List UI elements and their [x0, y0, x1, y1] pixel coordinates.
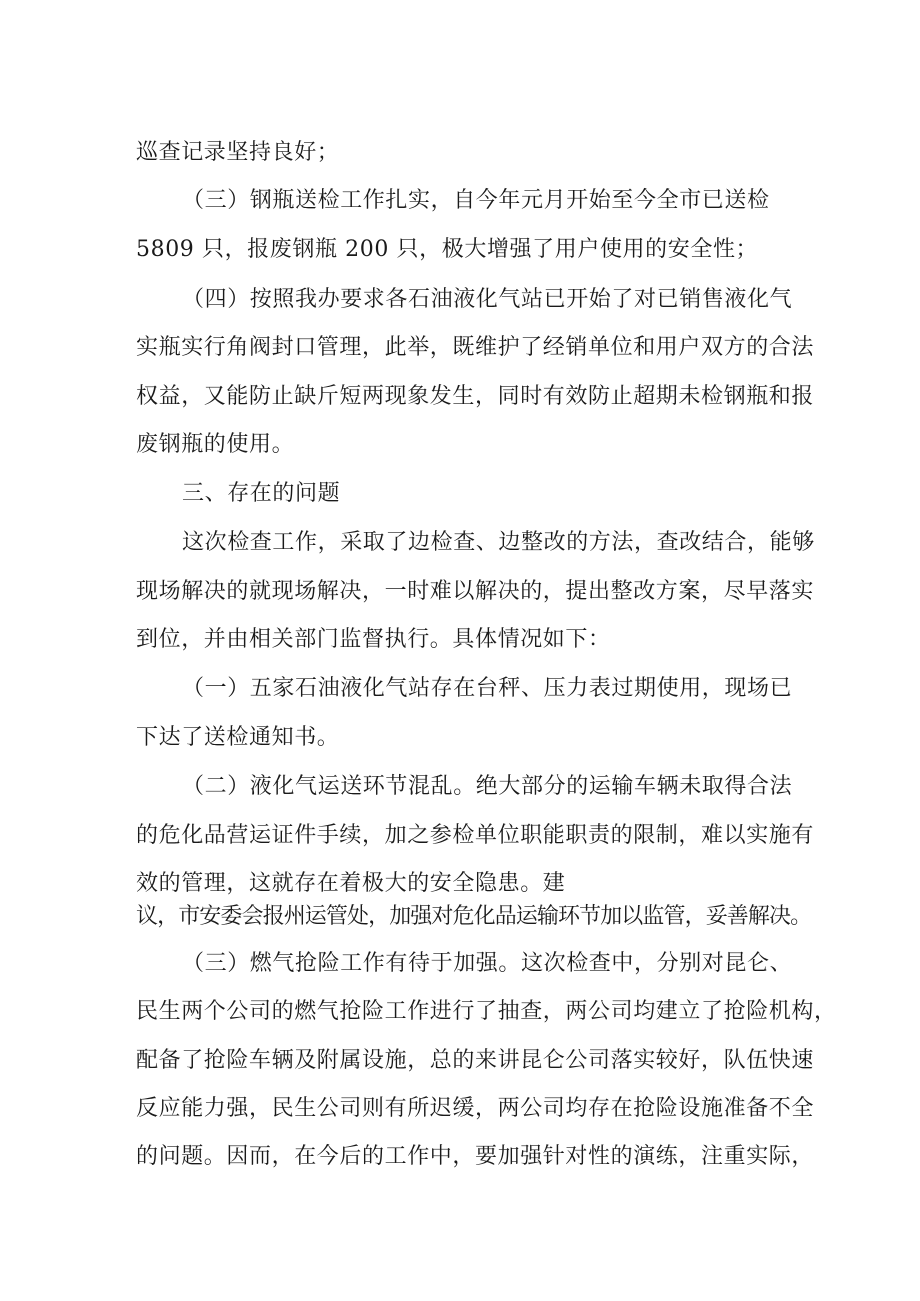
text-line: （三）燃气抢险工作有待于加强。这次检查中，分别对昆仑、	[182, 951, 793, 976]
text-line: （一）五家石油液化气站存在台秤、压力表过期使用，现场已	[182, 676, 793, 701]
text-line: 的危化品营运证件手续，加之参检单位职能职责的限制，难以实施有	[136, 823, 815, 848]
text-line: 这次检查工作，采取了边检查、边整改的方法，查改结合，能够	[182, 530, 815, 555]
text-line: （四）按照我办要求各石油液化气站已开始了对已销售液化气	[182, 287, 793, 312]
text-line: 现场解决的就现场解决，一时难以解决的，提出整改方案，尽早落实	[136, 579, 815, 604]
text-line: 议，市安委会报州运管处，加强对危化品运输环节加以监管，妥善解决。	[136, 904, 812, 929]
text-line: 反应能力强，民生公司则有所迟缓，两公司均存在抢险设施准备不全	[136, 1096, 815, 1121]
text-line: 巡查记录坚持良好；	[136, 140, 340, 165]
text-line: 下达了送检通知书。	[136, 725, 340, 750]
text-line: 废钢瓶的使用。	[136, 432, 295, 457]
text-line: 到位，并由相关部门监督执行。具体情况如下：	[136, 627, 611, 652]
text-line: 的问题。因而，在今后的工作中，要加强针对性的演练，注重实际，	[136, 1144, 815, 1169]
text-line: 5809 只，报废钢瓶 200 只，极大增强了用户使用的安全性；	[136, 237, 759, 262]
text-line: 效的管理，这就存在着极大的安全隐患。建	[136, 871, 566, 896]
text-line: 配备了抢险车辆及附属设施，总的来讲昆仑公司落实较好，队伍快速	[136, 1048, 815, 1073]
section-heading: 三、存在的问题	[182, 481, 341, 506]
text-line: 民生两个公司的燃气抢险工作进行了抽查，两公司均建立了抢险机构，	[136, 999, 837, 1024]
text-line: （三）钢瓶送检工作扎实，自今年元月开始至今全市已送检	[182, 188, 770, 213]
text-line: 实瓶实行角阀封口管理，此举，既维护了经销单位和用户双方的合法	[136, 335, 815, 360]
text-line: （二）液化气运送环节混乱。绝大部分的运输车辆未取得合法	[182, 774, 793, 799]
text-line: 权益，又能防止缺斤短两现象发生，同时有效防止超期未检钢瓶和报	[136, 384, 815, 409]
